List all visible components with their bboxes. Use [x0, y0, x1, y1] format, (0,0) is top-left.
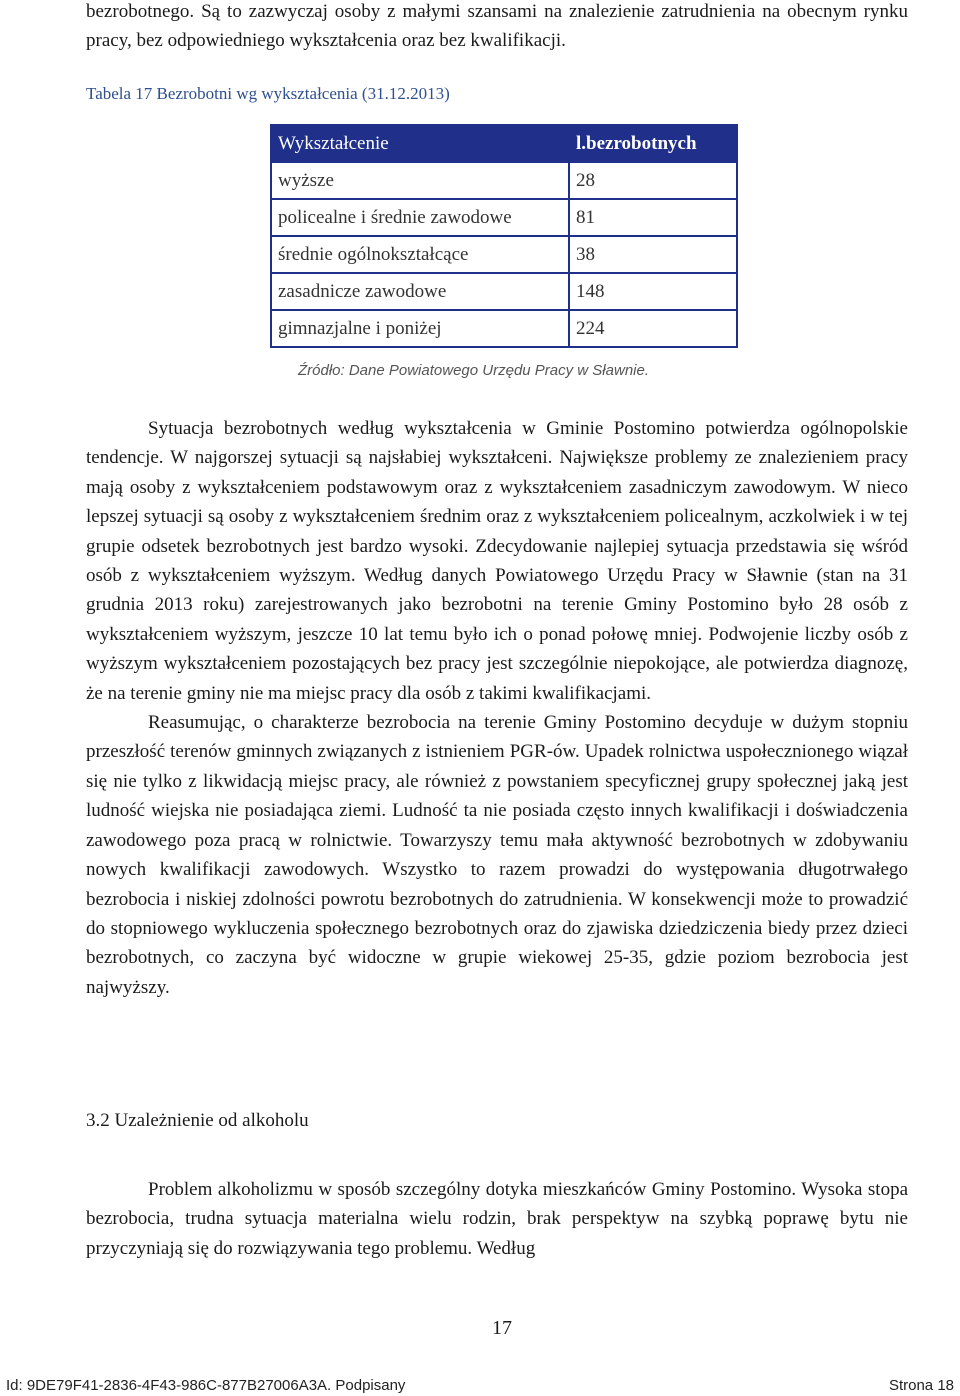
header-education: Wykształcenie: [271, 125, 569, 162]
header-unemployed-count: l.bezrobotnych: [569, 125, 737, 162]
table-caption: Tabela 17 Bezrobotni wg wykształcenia (31.12.2013): [86, 84, 450, 103]
unemployed-count: 28: [569, 162, 737, 199]
unemployed-count: 81: [569, 199, 737, 236]
education-level: zasadnicze zawodowe: [271, 273, 569, 310]
education-level: wyższe: [271, 162, 569, 199]
table-row: [271, 273, 737, 310]
section-heading: 3.2 Uzależnienie od alkoholu: [86, 1110, 309, 1131]
education-level: średnie ogólnokształcące: [271, 236, 569, 273]
paragraph-alcohol: Problem alkoholizmu w sposób szczególny dotyka mieszkańców Gminy Postomino. Wysoka stopa bezrobocia, trudna sytuacja materialna wielu rodzin, brak perspektyw na szybką poprawę bytu nie przyczyniają się do rozwiązywania tego problemu. Według: [86, 1179, 908, 1259]
table-row: [271, 236, 737, 273]
unemployed-count: 38: [569, 236, 737, 273]
page-number: 17: [492, 1317, 512, 1339]
education-level: gimnazjalne i poniżej: [271, 310, 569, 347]
document-footer: [0, 1377, 960, 1396]
table-row: [271, 310, 737, 347]
paragraph-education-analysis: Sytuacja bezrobotnych według wykształcenia w Gminie Postomino potwierdza ogólnopolskie tendencje. W najgorszej sytuacji są najsłabiej wykształceni. Największe problemy ze znalezieniem pracy mają osoby z wykształceniem podstawowym oraz z wykształceniem zasadniczym zawodowym. W nieco lepszej sytuacji są osoby z wykształceniem średnim oraz z wykształceniem policealnym, aczkolwiek i w tej grupie odsetek bezrobotnych jest bardzo wysoki. Zdecydowanie najlepiej sytuacja przedstawia się wśród osób z wykształceniem wyższym. Według danych Powiatowego Urzędu Pracy w Sławnie (stan na 31 grudnia 2013 roku) zarejestrowanych jako bezrobotni na terenie Gminy Postomino było 28 osób z wykształceniem wyższym, jeszcze 10 lat temu było ich o ponad połowę mniej. Podwojenie liczby osób z wyższym wykształceniem pozostających bez pracy jest szczególnie niepokojące, ale potwierdza diagnozę, że na terenie gminy nie ma miejsc pracy dla osób z takimi kwalifikacjami.: [86, 418, 908, 704]
unemployed-count: 224: [569, 310, 737, 347]
table-row: [271, 199, 737, 236]
footer-page-label: Strona 18: [888, 1377, 954, 1394]
table-header-row: [271, 125, 737, 162]
paragraph-summary: Reasumując, o charakterze bezrobocia na terenie Gminy Postomino decyduje w dużym stopniu przeszłość terenów gminnych związanych z istnieniem PGR-ów. Upadek rolnictwa uspołecznionego wiązał się nie tylko z likwidacją miejsc pracy, ale również z powstaniem specyficznej grupy społecznej jaką jest ludność wiejska nie posiadająca ziemi. Ludność ta nie posiada często innych kwalifikacji i doświadczenia zawodowego poza pracą w rolnictwie. Towarzyszy temu mała aktywność bezrobotnych w zdobywaniu nowych kwalifikacji zawodowych. Wszystko to razem prowadzi do występowania długotrwałego bezrobocia i niskiej zdolności powrotu bezrobotnych do zatrudnienia. W konsekwencji może to prowadzić do stopniowego wykluczenia społecznego bezrobotnych oraz do zjawiska dziedziczenia biedy przez dzieci bezrobotnych, co zaczyna być widoczne w grupie wiekowej 25-35, gdzie poziom bezrobocia jest najwyższy.: [86, 712, 908, 998]
footer-signature-id: Id: 9DE79F41-2836-4F43-986C-877B27006A3A. Podpisany: [6, 1377, 406, 1394]
intro-paragraph: bezrobotnego. Są to zazwyczaj osoby z małymi szansami na znalezienie zatrudnienia na obecnym rynku pracy, bez odpowiedniego wykształcenia oraz bez kwalifikacji.: [86, 1, 908, 52]
table-source-note: Źródło: Dane Powiatowego Urzędu Pracy w Sławnie.: [298, 362, 649, 379]
unemployed-count: 148: [569, 273, 737, 310]
table-row: [271, 162, 737, 199]
body-text: [86, 414, 908, 1002]
education-level: policealne i średnie zawodowe: [271, 199, 569, 236]
education-table: [270, 124, 738, 348]
